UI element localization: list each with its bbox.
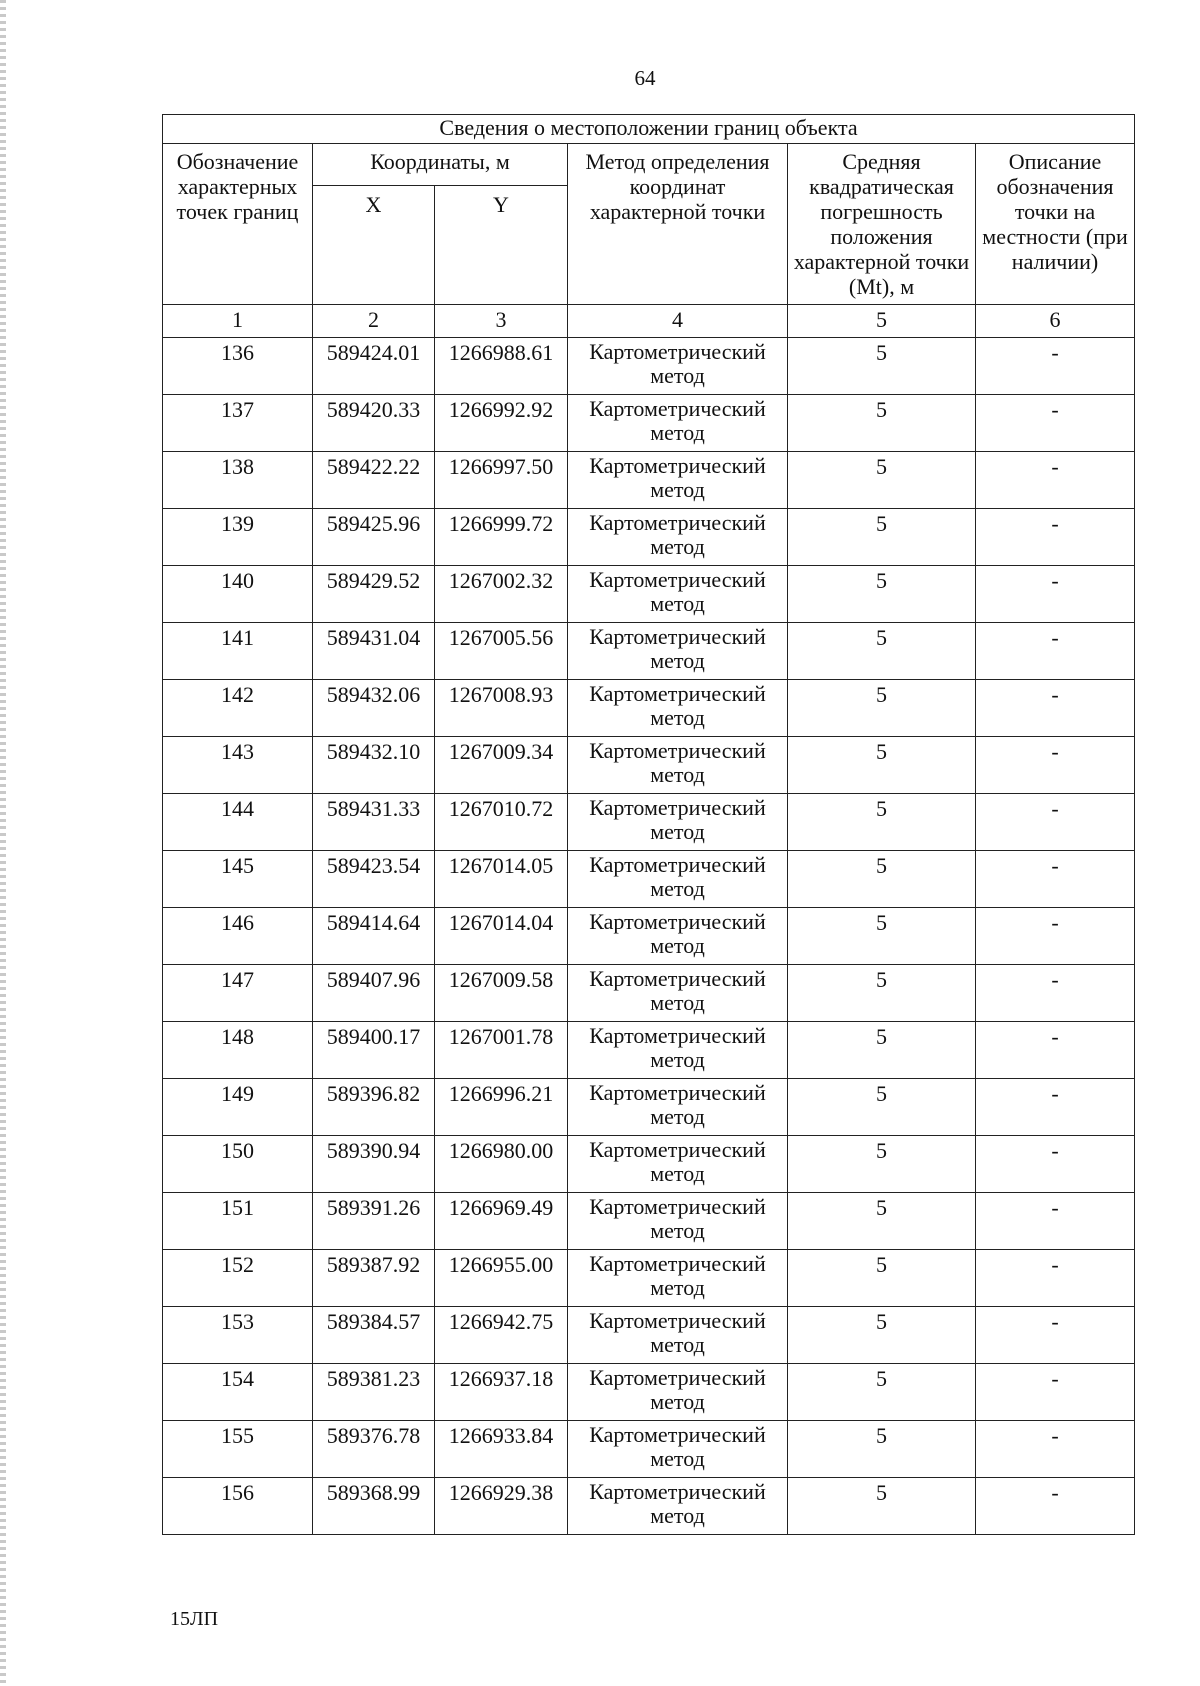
cell-error: 5 [788, 680, 976, 737]
table-row [163, 1421, 1135, 1478]
cell-y: 1266996.21 [435, 1079, 568, 1136]
table-row [163, 338, 1135, 395]
cell-point: 141 [163, 623, 313, 680]
cell-description: - [976, 509, 1135, 566]
table-row [163, 1307, 1135, 1364]
cell-x: 589432.06 [313, 680, 435, 737]
cell-x: 589400.17 [313, 1022, 435, 1079]
cell-method: Картометрический метод [568, 1136, 788, 1193]
cell-y: 1266937.18 [435, 1364, 568, 1421]
cell-point: 144 [163, 794, 313, 851]
cell-description: - [976, 794, 1135, 851]
cell-point: 151 [163, 1193, 313, 1250]
cell-error: 5 [788, 623, 976, 680]
header-method: Метод определения координат характерной точки [568, 144, 788, 305]
column-number: 5 [788, 305, 976, 338]
header-y: Y [435, 186, 568, 305]
header-coordinates: Координаты, м [313, 144, 568, 186]
cell-description: - [976, 1079, 1135, 1136]
cell-x: 589425.96 [313, 509, 435, 566]
cell-method: Картометрический метод [568, 1364, 788, 1421]
cell-description: - [976, 737, 1135, 794]
column-number: 4 [568, 305, 788, 338]
cell-description: - [976, 851, 1135, 908]
cell-x: 589396.82 [313, 1079, 435, 1136]
table-row [163, 509, 1135, 566]
header-description: Описание обозначения точки на местности (при наличии) [976, 144, 1135, 305]
cell-y: 1267009.58 [435, 965, 568, 1022]
cell-y: 1266929.38 [435, 1478, 568, 1535]
cell-description: - [976, 452, 1135, 509]
cell-error: 5 [788, 395, 976, 452]
cell-method: Картометрический метод [568, 680, 788, 737]
cell-description: - [976, 1022, 1135, 1079]
cell-x: 589390.94 [313, 1136, 435, 1193]
cell-y: 1266992.92 [435, 395, 568, 452]
cell-error: 5 [788, 794, 976, 851]
table-row [163, 794, 1135, 851]
cell-y: 1267009.34 [435, 737, 568, 794]
cell-point: 139 [163, 509, 313, 566]
cell-description: - [976, 1307, 1135, 1364]
cell-method: Картометрический метод [568, 851, 788, 908]
cell-x: 589387.92 [313, 1250, 435, 1307]
header-error: Средняя квадратическая погрешность положения характерной точки (Mt), м [788, 144, 976, 305]
column-number: 3 [435, 305, 568, 338]
table-row [163, 1478, 1135, 1535]
cell-method: Картометрический метод [568, 794, 788, 851]
table-row [163, 851, 1135, 908]
cell-error: 5 [788, 1193, 976, 1250]
cell-error: 5 [788, 1307, 976, 1364]
cell-error: 5 [788, 452, 976, 509]
table-row [163, 680, 1135, 737]
table-row [163, 1364, 1135, 1421]
table-row [163, 737, 1135, 794]
cell-description: - [976, 1478, 1135, 1535]
cell-error: 5 [788, 566, 976, 623]
column-number: 2 [313, 305, 435, 338]
cell-description: - [976, 680, 1135, 737]
page-number: 64 [634, 66, 656, 90]
cell-point: 140 [163, 566, 313, 623]
cell-y: 1266933.84 [435, 1421, 568, 1478]
table-row [163, 965, 1135, 1022]
table-row [163, 395, 1135, 452]
cell-point: 148 [163, 1022, 313, 1079]
cell-point: 138 [163, 452, 313, 509]
cell-point: 153 [163, 1307, 313, 1364]
cell-y: 1266955.00 [435, 1250, 568, 1307]
cell-description: - [976, 1136, 1135, 1193]
cell-y: 1266942.75 [435, 1307, 568, 1364]
cell-description: - [976, 1364, 1135, 1421]
cell-y: 1267002.32 [435, 566, 568, 623]
cell-method: Картометрический метод [568, 1022, 788, 1079]
cell-point: 136 [163, 338, 313, 395]
cell-point: 155 [163, 1421, 313, 1478]
cell-error: 5 [788, 851, 976, 908]
table-row [163, 452, 1135, 509]
cell-method: Картометрический метод [568, 452, 788, 509]
table-caption: Сведения о местоположении границ объекта [163, 115, 1135, 144]
cell-method: Картометрический метод [568, 908, 788, 965]
cell-error: 5 [788, 1478, 976, 1535]
cell-x: 589384.57 [313, 1307, 435, 1364]
table-row [163, 1250, 1135, 1307]
cell-x: 589407.96 [313, 965, 435, 1022]
cell-point: 137 [163, 395, 313, 452]
cell-error: 5 [788, 737, 976, 794]
cell-method: Картометрический метод [568, 338, 788, 395]
cell-error: 5 [788, 965, 976, 1022]
cell-x: 589376.78 [313, 1421, 435, 1478]
cell-method: Картометрический метод [568, 1079, 788, 1136]
cell-error: 5 [788, 1136, 976, 1193]
table-row [163, 1136, 1135, 1193]
cell-x: 589429.52 [313, 566, 435, 623]
cell-y: 1267014.04 [435, 908, 568, 965]
cell-x: 589391.26 [313, 1193, 435, 1250]
header-x: X [313, 186, 435, 305]
cell-error: 5 [788, 1250, 976, 1307]
header-point: Обозначение характерных точек границ [163, 144, 313, 305]
column-number-row [163, 305, 1135, 338]
cell-point: 154 [163, 1364, 313, 1421]
cell-error: 5 [788, 1079, 976, 1136]
cell-point: 156 [163, 1478, 313, 1535]
cell-method: Картометрический метод [568, 1478, 788, 1535]
table-row [163, 1193, 1135, 1250]
cell-error: 5 [788, 908, 976, 965]
cell-method: Картометрический метод [568, 395, 788, 452]
cell-x: 589431.33 [313, 794, 435, 851]
table-row [163, 623, 1135, 680]
cell-description: - [976, 338, 1135, 395]
cell-y: 1266980.00 [435, 1136, 568, 1193]
cell-method: Картометрический метод [568, 509, 788, 566]
cell-method: Картометрический метод [568, 1250, 788, 1307]
cell-y: 1266999.72 [435, 509, 568, 566]
cell-y: 1267005.56 [435, 623, 568, 680]
cell-error: 5 [788, 1022, 976, 1079]
cell-description: - [976, 1193, 1135, 1250]
cell-error: 5 [788, 1364, 976, 1421]
cell-y: 1267001.78 [435, 1022, 568, 1079]
cell-point: 152 [163, 1250, 313, 1307]
cell-point: 143 [163, 737, 313, 794]
cell-point: 142 [163, 680, 313, 737]
cell-point: 149 [163, 1079, 313, 1136]
cell-x: 589420.33 [313, 395, 435, 452]
cell-description: - [976, 623, 1135, 680]
cell-method: Картометрический метод [568, 1193, 788, 1250]
scan-edge [0, 0, 6, 1686]
cell-y: 1267010.72 [435, 794, 568, 851]
cell-x: 589432.10 [313, 737, 435, 794]
cell-method: Картометрический метод [568, 623, 788, 680]
cell-error: 5 [788, 509, 976, 566]
cell-y: 1267014.05 [435, 851, 568, 908]
boundary-coordinates-table [162, 114, 1135, 1535]
cell-description: - [976, 1421, 1135, 1478]
cell-description: - [976, 965, 1135, 1022]
cell-description: - [976, 566, 1135, 623]
cell-method: Картометрический метод [568, 566, 788, 623]
cell-y: 1266969.49 [435, 1193, 568, 1250]
cell-point: 150 [163, 1136, 313, 1193]
cell-description: - [976, 908, 1135, 965]
column-number: 1 [163, 305, 313, 338]
cell-x: 589431.04 [313, 623, 435, 680]
cell-method: Картометрический метод [568, 965, 788, 1022]
cell-method: Картометрический метод [568, 1307, 788, 1364]
cell-y: 1266997.50 [435, 452, 568, 509]
cell-method: Картометрический метод [568, 1421, 788, 1478]
table-row [163, 908, 1135, 965]
cell-y: 1267008.93 [435, 680, 568, 737]
cell-x: 589381.23 [313, 1364, 435, 1421]
cell-description: - [976, 1250, 1135, 1307]
table-row [163, 1079, 1135, 1136]
cell-point: 146 [163, 908, 313, 965]
cell-point: 147 [163, 965, 313, 1022]
cell-point: 145 [163, 851, 313, 908]
cell-x: 589422.22 [313, 452, 435, 509]
cell-x: 589424.01 [313, 338, 435, 395]
cell-x: 589368.99 [313, 1478, 435, 1535]
cell-x: 589414.64 [313, 908, 435, 965]
cell-y: 1266988.61 [435, 338, 568, 395]
cell-method: Картометрический метод [568, 737, 788, 794]
cell-x: 589423.54 [313, 851, 435, 908]
cell-error: 5 [788, 338, 976, 395]
column-number: 6 [976, 305, 1135, 338]
cell-error: 5 [788, 1421, 976, 1478]
footer-code: 15ЛП [170, 1608, 219, 1630]
table-row [163, 1022, 1135, 1079]
cell-description: - [976, 395, 1135, 452]
table-row [163, 566, 1135, 623]
